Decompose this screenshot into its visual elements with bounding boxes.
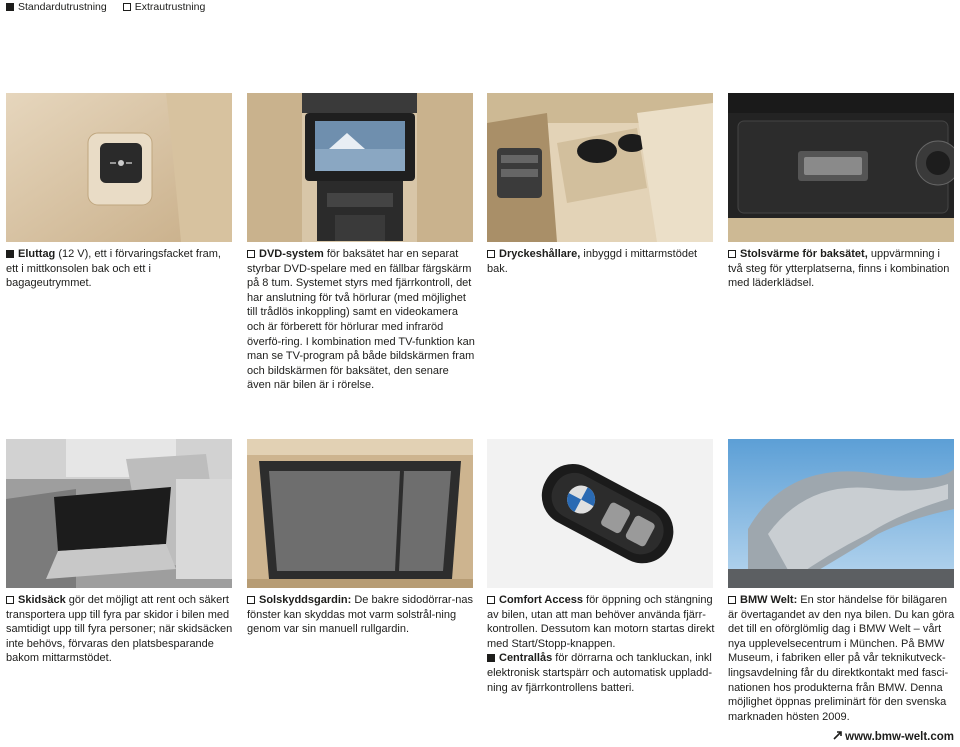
caption-seatheat-body: uppvärmning i två steg för ytterplatserna, finns i kombination med läderklädsel. bbox=[728, 248, 950, 290]
caption-outlet-title: Eluttag bbox=[18, 248, 56, 260]
photo-seatheat bbox=[728, 93, 954, 242]
open-square-icon bbox=[123, 3, 131, 11]
caption-skibag-title: Skidsäck bbox=[18, 594, 66, 606]
photo-comfort bbox=[487, 439, 713, 588]
footer-link[interactable] bbox=[833, 730, 954, 743]
photo-dvd bbox=[247, 93, 473, 242]
filled-square-icon bbox=[6, 250, 14, 258]
caption-cupholder-title: Dryckeshållare, bbox=[499, 248, 581, 260]
legend-standard-label: Standardutrustning bbox=[18, 1, 107, 13]
open-square-icon bbox=[728, 596, 736, 604]
caption-sunblind-body: De bakre sidodörrar-nas fönster kan skyddas mot varm solstrål-ning genom var sin manuell rullgardin. bbox=[247, 594, 473, 636]
caption-sunblind bbox=[247, 593, 475, 637]
caption-comfort bbox=[487, 593, 715, 695]
open-square-icon bbox=[487, 250, 495, 258]
legend-extra-label: Extrautrustning bbox=[134, 1, 206, 13]
legend bbox=[6, 0, 221, 14]
caption-comfort-body: för öppning och stängning av bilen, utan att man behöver använda fjärr-kontrollen. Dessutom kan motorn startas direkt med Start/Stopp-knappen. bbox=[487, 594, 715, 650]
caption-dvd-title: DVD-system bbox=[259, 248, 324, 260]
caption-cupholder-body: inbyggd i mittarmstödet bak. bbox=[487, 248, 698, 275]
caption-dvd-body: för baksätet har en separat styrbar DVD-spelare med en fällbar färgskärm på 8 tum. Systemet styrs med fjärrkontroll, det har anslutning för två hörlurar (med möjlighet till trådlös inkoppling) samt en videokamera och är förberett för hörlurar med infraröd överfö-ring. I kombination med TV-funktion kan man se TV-program på både bildskärmen fram och bildskärmen för baksätet, den senare även när bilen är i rörelse. bbox=[247, 248, 475, 392]
legend-extra bbox=[123, 1, 206, 13]
caption-seatheat-title: Stolsvärme för baksätet, bbox=[740, 248, 868, 260]
caption-skibag-body: gör det möjligt att rent och säkert transportera upp till fyra par skidor i bilen med samtidigt upp till fyra personer; när skidsäcken inte behövs, förvaras den platsbesparande bakom mittarmstödet. bbox=[6, 594, 233, 665]
photo-skibag bbox=[6, 439, 232, 588]
open-square-icon bbox=[247, 596, 255, 604]
caption-sunblind-title: Solskyddsgardin: bbox=[259, 594, 352, 606]
photo-sunblind bbox=[247, 439, 473, 588]
open-square-icon bbox=[728, 250, 736, 258]
caption-welt-body: En stor händelse för bilägaren är övertagandet av den nya bilen. Du kan göra det till en oförglömlig dag i BMW Welt – vårt nya upplevelsecentrum i München. På BMW Museum, i fabriken eller på vår teknikutveck-lingsavdelning får du direktkontakt med fasci-nationen hos produkterna från BMW. Denna möjlighet öppnas preliminärt för den svenska marknaden hösten 2009. bbox=[728, 594, 955, 723]
caption-cupholder bbox=[487, 247, 715, 276]
arrow-icon bbox=[833, 730, 843, 743]
footer-url[interactable]: www.bmw-welt.com bbox=[845, 730, 954, 743]
caption-skibag bbox=[6, 593, 234, 666]
photo-outlet bbox=[6, 93, 232, 242]
filled-square-icon bbox=[487, 654, 495, 662]
open-square-icon bbox=[6, 596, 14, 604]
legend-standard bbox=[6, 1, 107, 13]
caption-outlet bbox=[6, 247, 234, 291]
photo-cupholder bbox=[487, 93, 713, 242]
open-square-icon bbox=[247, 250, 255, 258]
caption-seatheat bbox=[728, 247, 956, 291]
caption-welt-title: BMW Welt: bbox=[740, 594, 798, 606]
caption-dvd bbox=[247, 247, 475, 393]
caption-welt bbox=[728, 593, 956, 724]
filled-square-icon bbox=[6, 3, 14, 11]
caption-comfort-title: Comfort Access bbox=[499, 594, 583, 606]
photo-welt bbox=[728, 439, 954, 588]
caption-central-body: för dörrarna och tankluckan, inkl elektronisk startspärr och automatisk uppladd-ning av fjärrkontrollens batteri. bbox=[487, 652, 712, 694]
caption-central-title: Centrallås bbox=[499, 652, 553, 665]
open-square-icon bbox=[487, 596, 495, 604]
caption-outlet-body: (12 V), ett i förvaringsfacket fram, ett i mittkonsolen bak och ett i bagageutrymmet. bbox=[6, 248, 221, 290]
